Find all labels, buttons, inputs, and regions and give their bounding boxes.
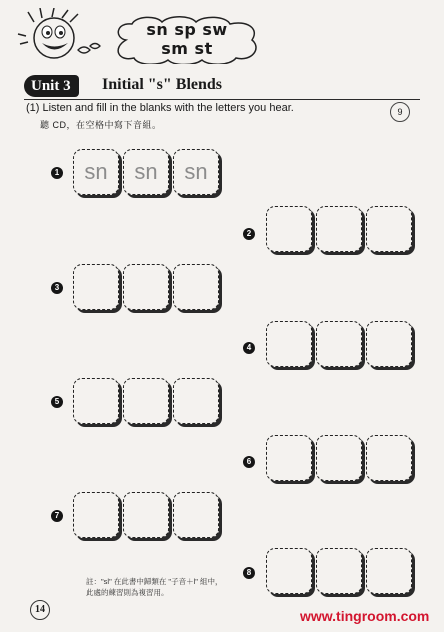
footnote-line-1: 註："sl" 在此書中歸類在 "子音＋l" 組中， xyxy=(86,577,223,586)
exercise-4-boxes xyxy=(266,321,412,367)
website-watermark: www.tingroom.com xyxy=(300,608,430,624)
answer-box[interactable] xyxy=(366,321,412,367)
exercise-number: 3 xyxy=(51,282,63,294)
unit-badge: Unit 3 xyxy=(24,75,79,97)
footnote xyxy=(86,576,222,598)
answer-box[interactable] xyxy=(316,321,362,367)
answer-box[interactable] xyxy=(266,435,312,481)
page-number: 14 xyxy=(30,600,50,620)
answer-box[interactable]: sn xyxy=(123,149,169,195)
answer-box[interactable] xyxy=(266,321,312,367)
exercise-6-boxes xyxy=(266,435,412,481)
exercise-number: 1 xyxy=(51,167,63,179)
answer-box[interactable]: sn xyxy=(173,149,219,195)
answer-box[interactable] xyxy=(73,492,119,538)
instruction-english: (1) Listen and fill in the blanks with the letters you hear. xyxy=(26,102,294,114)
answer-box[interactable] xyxy=(173,492,219,538)
answer-box[interactable] xyxy=(123,378,169,424)
title-divider xyxy=(24,99,420,100)
exercise-number: 4 xyxy=(243,342,255,354)
footnote-line-2: 此處的練習則為複習用。 xyxy=(86,588,169,597)
exercise-number: 6 xyxy=(243,456,255,468)
answer-box[interactable] xyxy=(266,206,312,252)
exercise-number: 5 xyxy=(51,396,63,408)
answer-box[interactable] xyxy=(316,435,362,481)
exercise-5-boxes xyxy=(73,378,219,424)
exercise-1-boxes xyxy=(73,149,219,195)
unit-title: Initial "s" Blends xyxy=(102,76,223,93)
answer-box[interactable] xyxy=(366,435,412,481)
exercise-number: 8 xyxy=(243,567,255,579)
exercise-8-boxes xyxy=(266,548,412,594)
answer-box[interactable] xyxy=(73,264,119,310)
mascot-illustration xyxy=(14,8,104,66)
answer-box[interactable] xyxy=(366,548,412,594)
answer-box[interactable] xyxy=(366,206,412,252)
header-sounds-line-2: sm st xyxy=(161,39,213,58)
instruction-chinese: 聽 CD，在空格中寫下音組。 xyxy=(40,120,162,130)
answer-box[interactable] xyxy=(316,548,362,594)
answer-box[interactable] xyxy=(266,548,312,594)
answer-box[interactable] xyxy=(173,378,219,424)
answer-box[interactable] xyxy=(173,264,219,310)
audio-track-number: 9 xyxy=(390,102,410,122)
exercise-number: 7 xyxy=(51,510,63,522)
exercise-number: 2 xyxy=(243,228,255,240)
exercise-7-boxes xyxy=(73,492,219,538)
exercise-2-boxes xyxy=(266,206,412,252)
answer-box[interactable]: sn xyxy=(73,149,119,195)
answer-box[interactable] xyxy=(123,492,169,538)
answer-box[interactable] xyxy=(123,264,169,310)
header-sounds-line-1: sn sp sw xyxy=(146,20,228,39)
exercise-3-boxes xyxy=(73,264,219,310)
answer-box[interactable] xyxy=(73,378,119,424)
answer-box[interactable] xyxy=(316,206,362,252)
